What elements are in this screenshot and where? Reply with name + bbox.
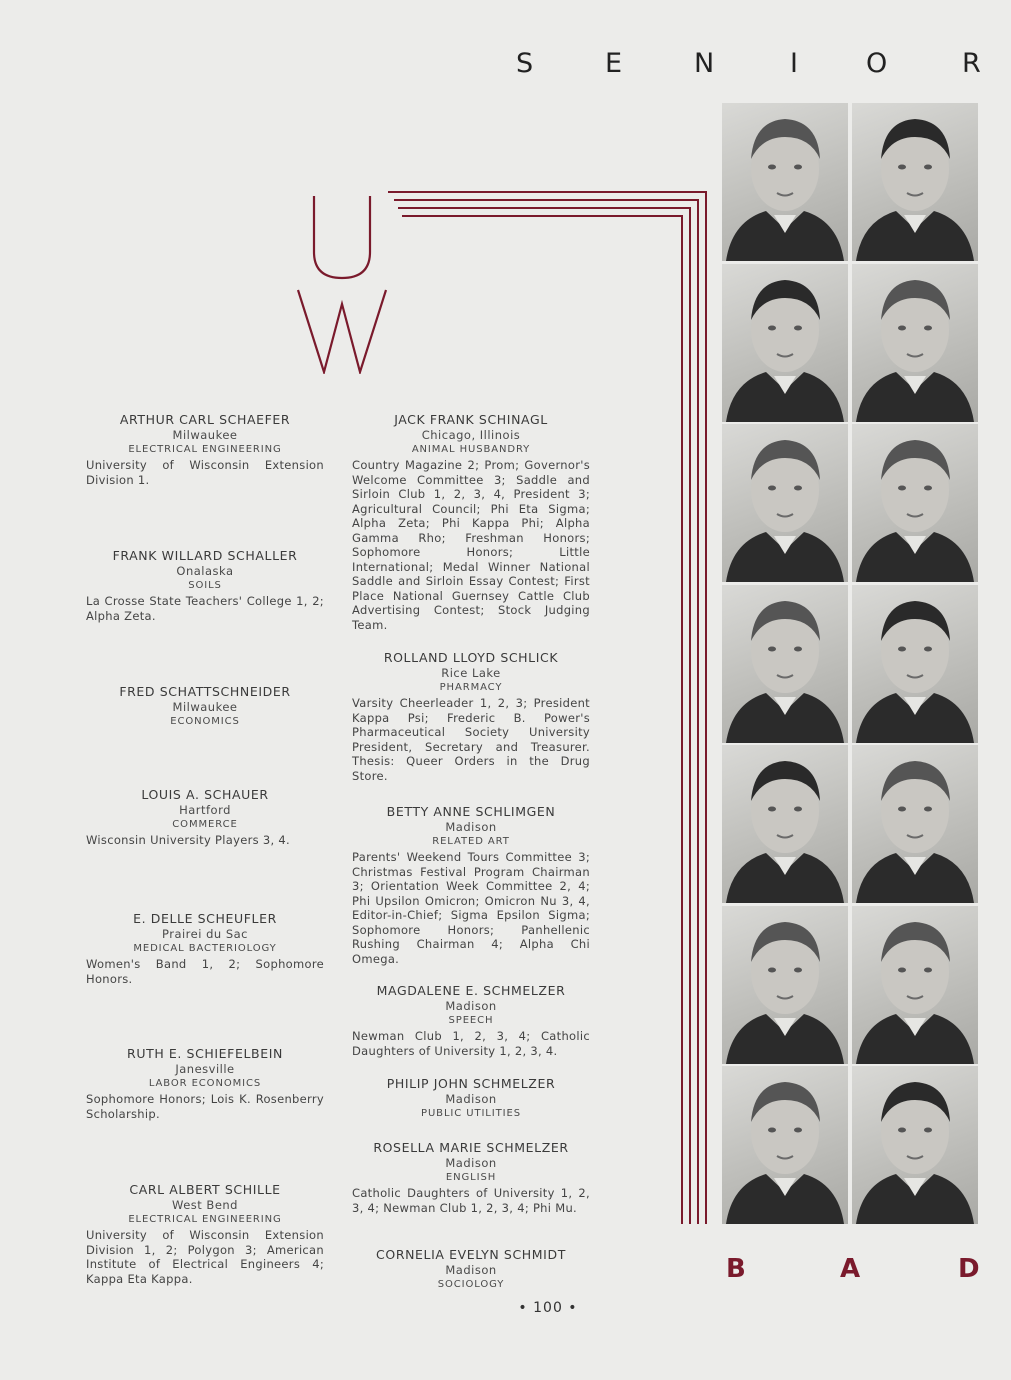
senior-major: COMMERCE — [172, 819, 238, 830]
senior-hometown: Madison — [445, 1156, 497, 1170]
senior-major: PHARMACY — [439, 682, 503, 693]
senior-entry — [352, 1140, 590, 1215]
senior-entry — [86, 911, 324, 986]
title-letter: E — [605, 48, 623, 79]
senior-hometown: Prairei du Sac — [161, 927, 249, 941]
title-letter: S — [516, 48, 534, 79]
senior-activities: Country Magazine 2; Prom; Governor's Welcome Committee 3; Saddle and Sirloin Club 1, 2, 3, 4, President 3; Agricultural Council; Phi Eta Sigma; Alpha Zeta; Phi Kappa Phi; Alpha Gamma Rho; Freshman Honors; Sophomore Honors; Little International; Medal Winner National Saddle and Sirloin Essay Contest; First Place National Guernsey Cattle Club Advertising Contest; Stock Judging Team. — [352, 458, 590, 632]
senior-major: SOCIOLOGY — [437, 1279, 505, 1290]
senior-major: MEDICAL BACTERIOLOGY — [133, 943, 277, 954]
senior-portrait — [722, 264, 848, 422]
senior-portrait — [722, 103, 848, 261]
senior-activities: Catholic Daughters of University 1, 2, 3, 4; Newman Club 1, 2, 3, 4; Phi Mu. — [352, 1186, 590, 1215]
uw-monogram — [296, 194, 388, 374]
title-letter: N — [694, 48, 715, 79]
senior-hometown: Madison — [445, 820, 497, 834]
senior-entry — [86, 548, 324, 623]
senior-entry — [352, 804, 590, 966]
senior-entry — [352, 650, 590, 783]
footer-letter: A — [840, 1254, 861, 1284]
senior-activities: Sophomore Honors; Lois K. Rosenberry Scholarship. — [86, 1092, 324, 1121]
senior-activities: Varsity Cheerleader 1, 2, 3; President Kappa Psi; Frederic B. Power's Pharmaceutical Society University President, Secretary and Treasurer. Thesis: Queer Orders in the Drug Store. — [352, 696, 590, 783]
senior-portrait — [852, 745, 978, 903]
senior-hometown: Milwaukee — [172, 428, 238, 442]
monogram-letter-u — [314, 196, 370, 278]
senior-name: ROLLAND LLOYD SCHLICK — [383, 650, 559, 665]
senior-major: ANIMAL HUSBANDRY — [411, 444, 531, 455]
senior-major: ELECTRICAL ENGINEERING — [128, 1214, 282, 1225]
senior-portrait — [852, 906, 978, 1064]
senior-hometown: Madison — [445, 999, 497, 1013]
senior-entry — [86, 1046, 324, 1121]
senior-name: CARL ALBERT SCHILLE — [129, 1182, 281, 1197]
senior-name: RUTH E. SCHIEFELBEIN — [127, 1046, 283, 1061]
senior-activities: Parents' Weekend Tours Committee 3; Christmas Festival Program Chairman 3; Orientation Week Committee 2, 4; Phi Upsilon Omicron; Omicron Nu 3, 4, Editor-in-Chief; Sigma Epsilon Sigma; Sophomore Honors; Panhellenic Rushing Chairman 4; Alpha Chi Omega. — [352, 850, 590, 966]
senior-name: ROSELLA MARIE SCHMELZER — [373, 1140, 569, 1155]
senior-name: JACK FRANK SCHINAGL — [394, 412, 548, 427]
senior-activities: Newman Club 1, 2, 3, 4; Catholic Daughters of University 1, 2, 3, 4. — [352, 1029, 590, 1058]
senior-portrait — [852, 585, 978, 743]
senior-name: PHILIP JOHN SCHMELZER — [386, 1076, 556, 1091]
senior-hometown: Madison — [445, 1263, 497, 1277]
senior-major: ENGLISH — [445, 1172, 497, 1183]
senior-entry — [352, 1076, 590, 1121]
senior-hometown: Madison — [445, 1092, 497, 1106]
senior-entry — [86, 412, 324, 487]
senior-name: ARTHUR CARL SCHAEFER — [119, 412, 291, 427]
page-number: • 100 • — [518, 1300, 578, 1316]
senior-entry — [86, 684, 324, 729]
senior-hometown: Rice Lake — [441, 666, 501, 680]
senior-name: LOUIS A. SCHAUER — [141, 787, 269, 802]
senior-hometown: Janesville — [175, 1062, 235, 1076]
footer-letter: D — [958, 1254, 980, 1284]
title-letter: O — [866, 48, 888, 79]
senior-name: BETTY ANNE SCHLIMGEN — [386, 804, 556, 819]
page-title-senior — [508, 48, 988, 84]
senior-hometown: Chicago, Illinois — [421, 428, 521, 442]
senior-name: FRANK WILLARD SCHALLER — [112, 548, 298, 563]
senior-portrait — [852, 1066, 978, 1224]
senior-entry — [352, 1247, 590, 1292]
senior-name: MAGDALENE E. SCHMELZER — [376, 983, 566, 998]
title-letter: R — [962, 48, 981, 79]
senior-entry — [86, 1182, 324, 1286]
senior-portrait — [722, 1066, 848, 1224]
senior-activities: University of Wisconsin Extension Division 1, 2; Polygon 3; American Institute of Electrical Engineers 4; Kappa Eta Kappa. — [86, 1228, 324, 1286]
senior-portrait — [722, 906, 848, 1064]
senior-major: SOILS — [188, 580, 222, 591]
title-letter: I — [790, 48, 798, 79]
senior-name: E. DELLE SCHEUFLER — [133, 911, 277, 926]
senior-portrait — [852, 424, 978, 582]
senior-portrait — [722, 585, 848, 743]
senior-major: PUBLIC UTILITIES — [421, 1108, 521, 1119]
senior-activities: Wisconsin University Players 3, 4. — [86, 833, 290, 847]
senior-hometown: Milwaukee — [172, 700, 238, 714]
senior-major: ELECTRICAL ENGINEERING — [128, 444, 282, 455]
senior-hometown: Onalaska — [176, 564, 234, 578]
senior-name: FRED SCHATTSCHNEIDER — [119, 684, 291, 699]
senior-entry — [352, 412, 590, 632]
senior-hometown: Hartford — [179, 803, 231, 817]
footer-letter: B — [726, 1254, 746, 1284]
senior-entry — [86, 787, 324, 848]
senior-major: RELATED ART — [432, 836, 510, 847]
senior-portrait — [722, 745, 848, 903]
senior-hometown: West Bend — [172, 1198, 238, 1212]
senior-major: ECONOMICS — [170, 716, 240, 727]
senior-major: LABOR ECONOMICS — [148, 1078, 262, 1089]
portrait-grid — [722, 103, 978, 1225]
senior-portrait — [722, 424, 848, 582]
senior-major: SPEECH — [448, 1015, 494, 1026]
senior-activities: University of Wisconsin Extension Division 1. — [86, 458, 324, 487]
senior-portrait — [852, 103, 978, 261]
senior-name: CORNELIA EVELYN SCHMIDT — [376, 1247, 566, 1262]
senior-activities: Women's Band 1, 2; Sophomore Honors. — [86, 957, 324, 986]
senior-entry — [352, 983, 590, 1058]
senior-portrait — [852, 264, 978, 422]
senior-activities: La Crosse State Teachers' College 1, 2; Alpha Zeta. — [86, 594, 324, 623]
footer-word-bad — [722, 1254, 984, 1290]
